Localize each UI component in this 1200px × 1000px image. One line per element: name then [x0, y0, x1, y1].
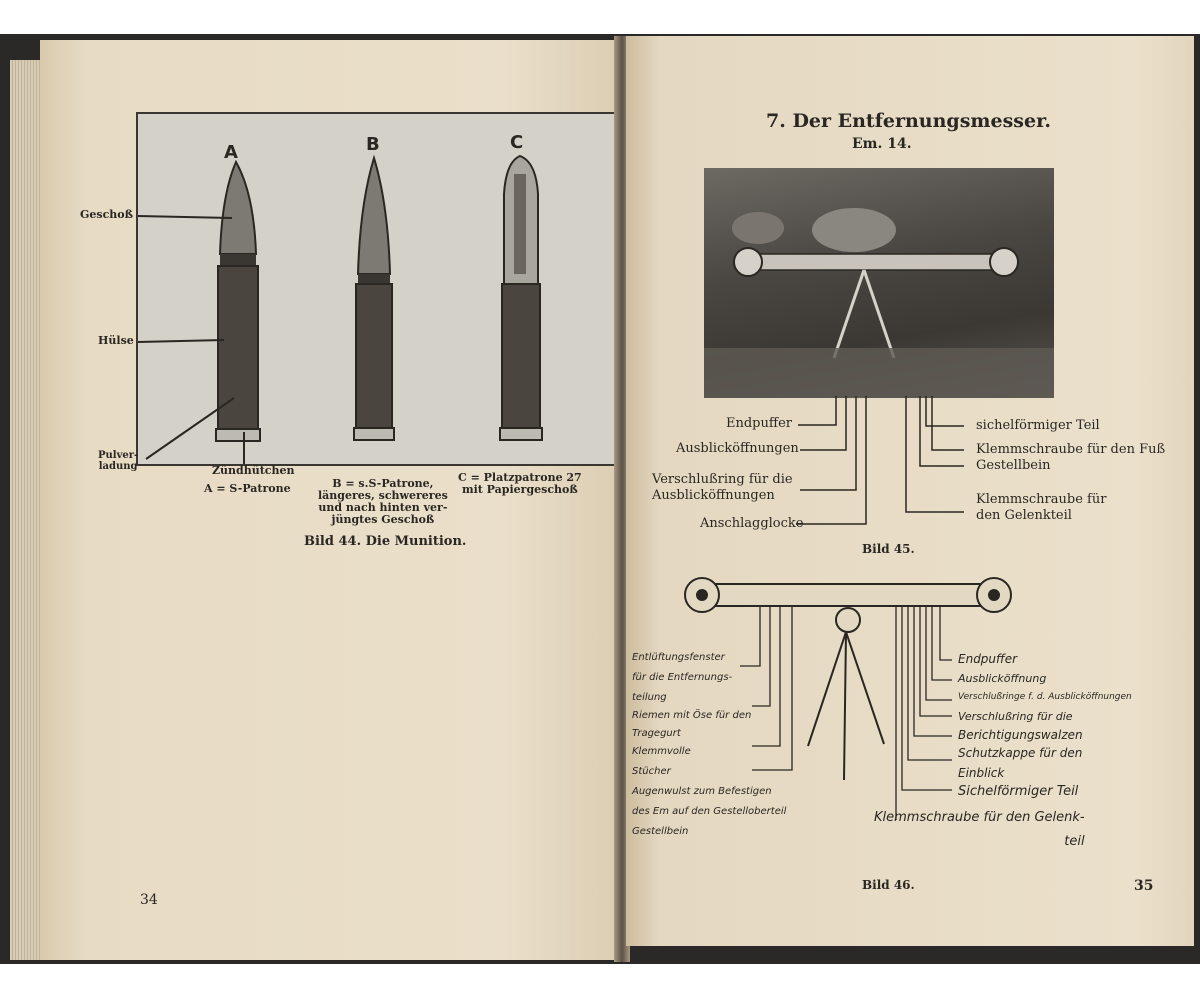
bild45-label-klemmschraube-fuss: Klemmschraube für den Fuß: [976, 442, 1166, 457]
bild46-label-0: Entlüftungsfenster: [632, 652, 725, 663]
section-heading: 7. Der Entfernungsmesser.: [766, 110, 1051, 132]
bild45-label-sichelfoermiger-teil: sichelförmiger Teil: [976, 418, 1100, 433]
bild46-label-einblick: Einblick: [958, 766, 1005, 780]
photo-content: [704, 168, 1054, 398]
bild46-label-6: Stücher: [632, 766, 671, 777]
figure-44-title: Bild 44. Die Munition.: [304, 534, 467, 549]
bild45-label-gestellbein: Gestellbein: [976, 458, 1051, 473]
page-number-right: 35: [1134, 878, 1154, 894]
bild46-label-berichtigungswalzen: Berichtigungswalzen: [958, 728, 1083, 742]
bild45-label-klemmschraube-gelenkteil: Klemmschraube für den Gelenkteil: [976, 492, 1107, 523]
bild46-label-5: Klemmvolle: [632, 746, 691, 757]
label-huelse: Hülse: [98, 334, 134, 347]
section-subheading: Em. 14.: [852, 136, 912, 152]
page-number-left: 34: [140, 892, 158, 908]
bild46-label-schutzkappe: Schutzkappe für den: [958, 746, 1083, 760]
label-pulverladung: Pulver- ladung: [98, 450, 139, 472]
bild46-label-4: Tragegurt: [632, 728, 681, 739]
bild45-label-verschlussring: Verschlußring für die Ausblicköffnungen: [652, 472, 793, 503]
bild46-label-sichelfoermiger-teil: Sichelförmiger Teil: [958, 784, 1079, 799]
bild46-label-9: Gestellbein: [632, 826, 689, 837]
label-geschoss: Geschoß: [80, 208, 133, 221]
figure-label-b: B: [366, 134, 380, 155]
bild46-label-klemmschraube: Klemmschraube für den Gelenk- teil: [874, 810, 1085, 849]
bild45-label-anschlagglocke: Anschlagglocke: [700, 516, 804, 531]
bild46-label-verschlussring: Verschlußring für die: [958, 710, 1073, 723]
bild46-label-endpuffer: Endpuffer: [958, 652, 1018, 666]
bild46-caption: Bild 46.: [862, 878, 915, 892]
cartridge-c: [500, 156, 542, 440]
cartridge-drawings: [138, 114, 614, 464]
bild46-label-ausblickoeffnung: Ausblicköffnung: [958, 672, 1047, 685]
figure-label-a: A: [224, 142, 238, 163]
bild45-label-ausblickoeffnungen: Ausblicköffnungen: [676, 441, 799, 456]
cartridge-b: [354, 158, 394, 440]
bild46-label-7: Augenwulst zum Befestigen: [632, 786, 772, 797]
caption-a: A = S-Patrone: [204, 482, 291, 495]
bild45-caption: Bild 45.: [862, 542, 915, 556]
bild45-label-endpuffer: Endpuffer: [726, 416, 793, 431]
bild46-label-2: teilung: [632, 692, 667, 703]
bild46-label-8: des Em auf den Gestelloberteil: [632, 806, 787, 817]
figure-label-c: C: [510, 132, 524, 153]
bild46-label-1: für die Entfernungs-: [632, 672, 733, 683]
ammunition-figure: [136, 112, 616, 466]
bild46-label-verschlussringe: Verschlußringe f. d. Ausblicköffnungen: [958, 692, 1132, 702]
arrow-huelse: [138, 340, 224, 342]
caption-b: B = s.S-Patrone, längeres, schwereres und nach hinten ver- jüngtes Geschoß: [318, 477, 448, 526]
cartridge-a: [216, 162, 260, 441]
rangefinder-photo: [704, 168, 1054, 398]
arrow-geschoss: [138, 216, 232, 218]
page-edges: [10, 60, 44, 960]
bild46-label-3: Riemen mit Öse für den: [632, 710, 752, 721]
label-zuendhuetchen: Zündhütchen: [212, 464, 295, 477]
caption-c: C = Platzpatrone 27 mit Papiergeschoß: [458, 471, 582, 496]
